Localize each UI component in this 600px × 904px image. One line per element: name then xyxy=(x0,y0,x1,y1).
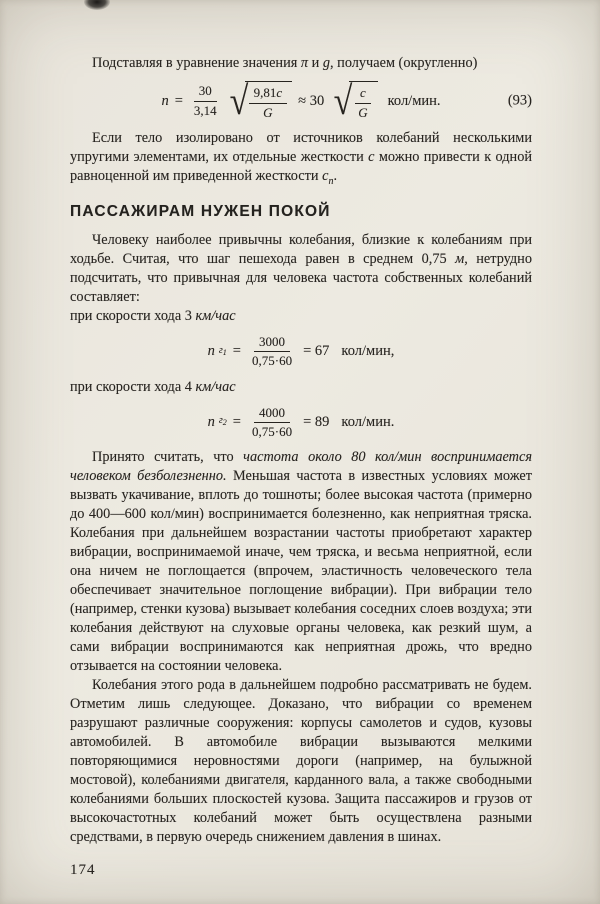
radical-icon: √ xyxy=(229,78,248,123)
approx-sign: ≈ 30 xyxy=(298,92,325,109)
paragraph-isolated-body: Если тело изолировано от источников колебаний несколькими упругими элементами, их отдельные жесткости с можно привести к одной равноценной им приведенной жесткости $с_п$. xyxy=(70,130,532,187)
square-root-2 xyxy=(332,78,377,123)
section-heading: ПАССАЖИРАМ НУЖЕН ПОКОЙ xyxy=(70,203,331,220)
formula-variable: n xyxy=(161,92,169,109)
paragraph-vibration-damage: Колебания этого рода в дальнейшем подробно рассматривать не будем. Отметим лишь следующее. Доказано, что вибрации со временем разрушают различные сооружения: корпусы самолетов и судов, кузовы автомобилей. В автомобиле вибрации вызываются мелкими повторяющимися неровностями дороги (например, на булыжной мостовой), колебаниями двигателя, карданного вала, а также свободными колебаниями больших плоскостей кузова. Защита пассажиров и грузов от высокочастотных колебаний может быть осуществлена разными средствами, в первую очередь снижением давления в шинах. xyxy=(70,677,532,845)
result-value: = 67 xyxy=(303,343,330,360)
fraction-3000: $\frac{3000}{0,75\cdot 60}$ xyxy=(251,334,293,369)
variable-subscript: $г_1$ xyxy=(218,344,227,357)
variable-subscript: $г_2$ xyxy=(218,415,227,428)
equals-sign: = xyxy=(232,343,241,360)
formula-variable: n xyxy=(207,343,215,360)
formula-93 xyxy=(70,78,532,123)
text-block xyxy=(70,54,532,880)
equals-sign: = xyxy=(174,92,183,109)
equals-sign: = xyxy=(232,413,241,430)
formula-unit: кол/мин, xyxy=(341,343,395,360)
formula-walk-3kmh xyxy=(70,334,532,370)
formula-variable: n xyxy=(207,413,215,430)
page-number: 174 xyxy=(70,862,96,878)
square-root-1 xyxy=(228,78,292,123)
formula-unit: кол/мин. xyxy=(387,92,441,109)
equation-number: (93) xyxy=(507,92,532,109)
scan-smudge xyxy=(84,0,110,10)
line-speed-3: при скорости хода 3 км/час xyxy=(70,308,236,324)
fraction-981c-G: $\frac{9,81c}{G}$ xyxy=(249,85,288,121)
radical-icon: √ xyxy=(333,78,353,123)
formula-unit: кол/мин. xyxy=(341,413,395,430)
result-value: = 89 xyxy=(303,413,330,430)
paragraph-substitute-values: Подставляя в уравнение значения π и g, получаем (округленно) xyxy=(92,55,478,71)
line-speed-4: при скорости хода 4 км/час xyxy=(70,378,236,395)
fraction-4000: $\frac{4000}{0,75\cdot 60}$ xyxy=(251,404,293,439)
formula-walk-4kmh xyxy=(70,405,532,441)
paragraph-frequency-perception: Принято считать, что частота около 80 кол/мин воспринимается человеком безболезненно. Меньшая частота в известных условиях может вызвать укачивание, вплоть до тошноты; более высокая частота (примерно до 400—600 кол/мин) воспринимается болезненно, как неприятная тряска. Колебания при дальнейшем возрастании частоты приобретают характер вибрации, воспринимаемой иначе, чем тряска, и весьма неприятной, если она ничем не поглощается (впрочем, эластичность человеческого тела обеспечивает значительное поглощение вибрации). При вибрации тело (например, стенки кузова) вызывает колебания соседних слоев воздуха; эти колебания действуют на слуховые органы человека, как резкий шум, а сами вибрации воспринимаются как неприятная дрожь, что вредно отзывается на состоянии человека. xyxy=(70,449,533,674)
fraction-c-G: $\frac{c}{G}$ xyxy=(353,85,372,121)
paragraph-walking-frequency: Человеку наиболее привычны колебания, близкие к колебаниям при ходьбе. Считая, что шаг пешехода равен в среднем 0,75 м, нетрудно подсчитать, что привычная для человека частота собственных колебаний составляет: xyxy=(70,232,532,305)
fraction-30-314: $\frac{30}{3,14}$ xyxy=(193,83,217,118)
